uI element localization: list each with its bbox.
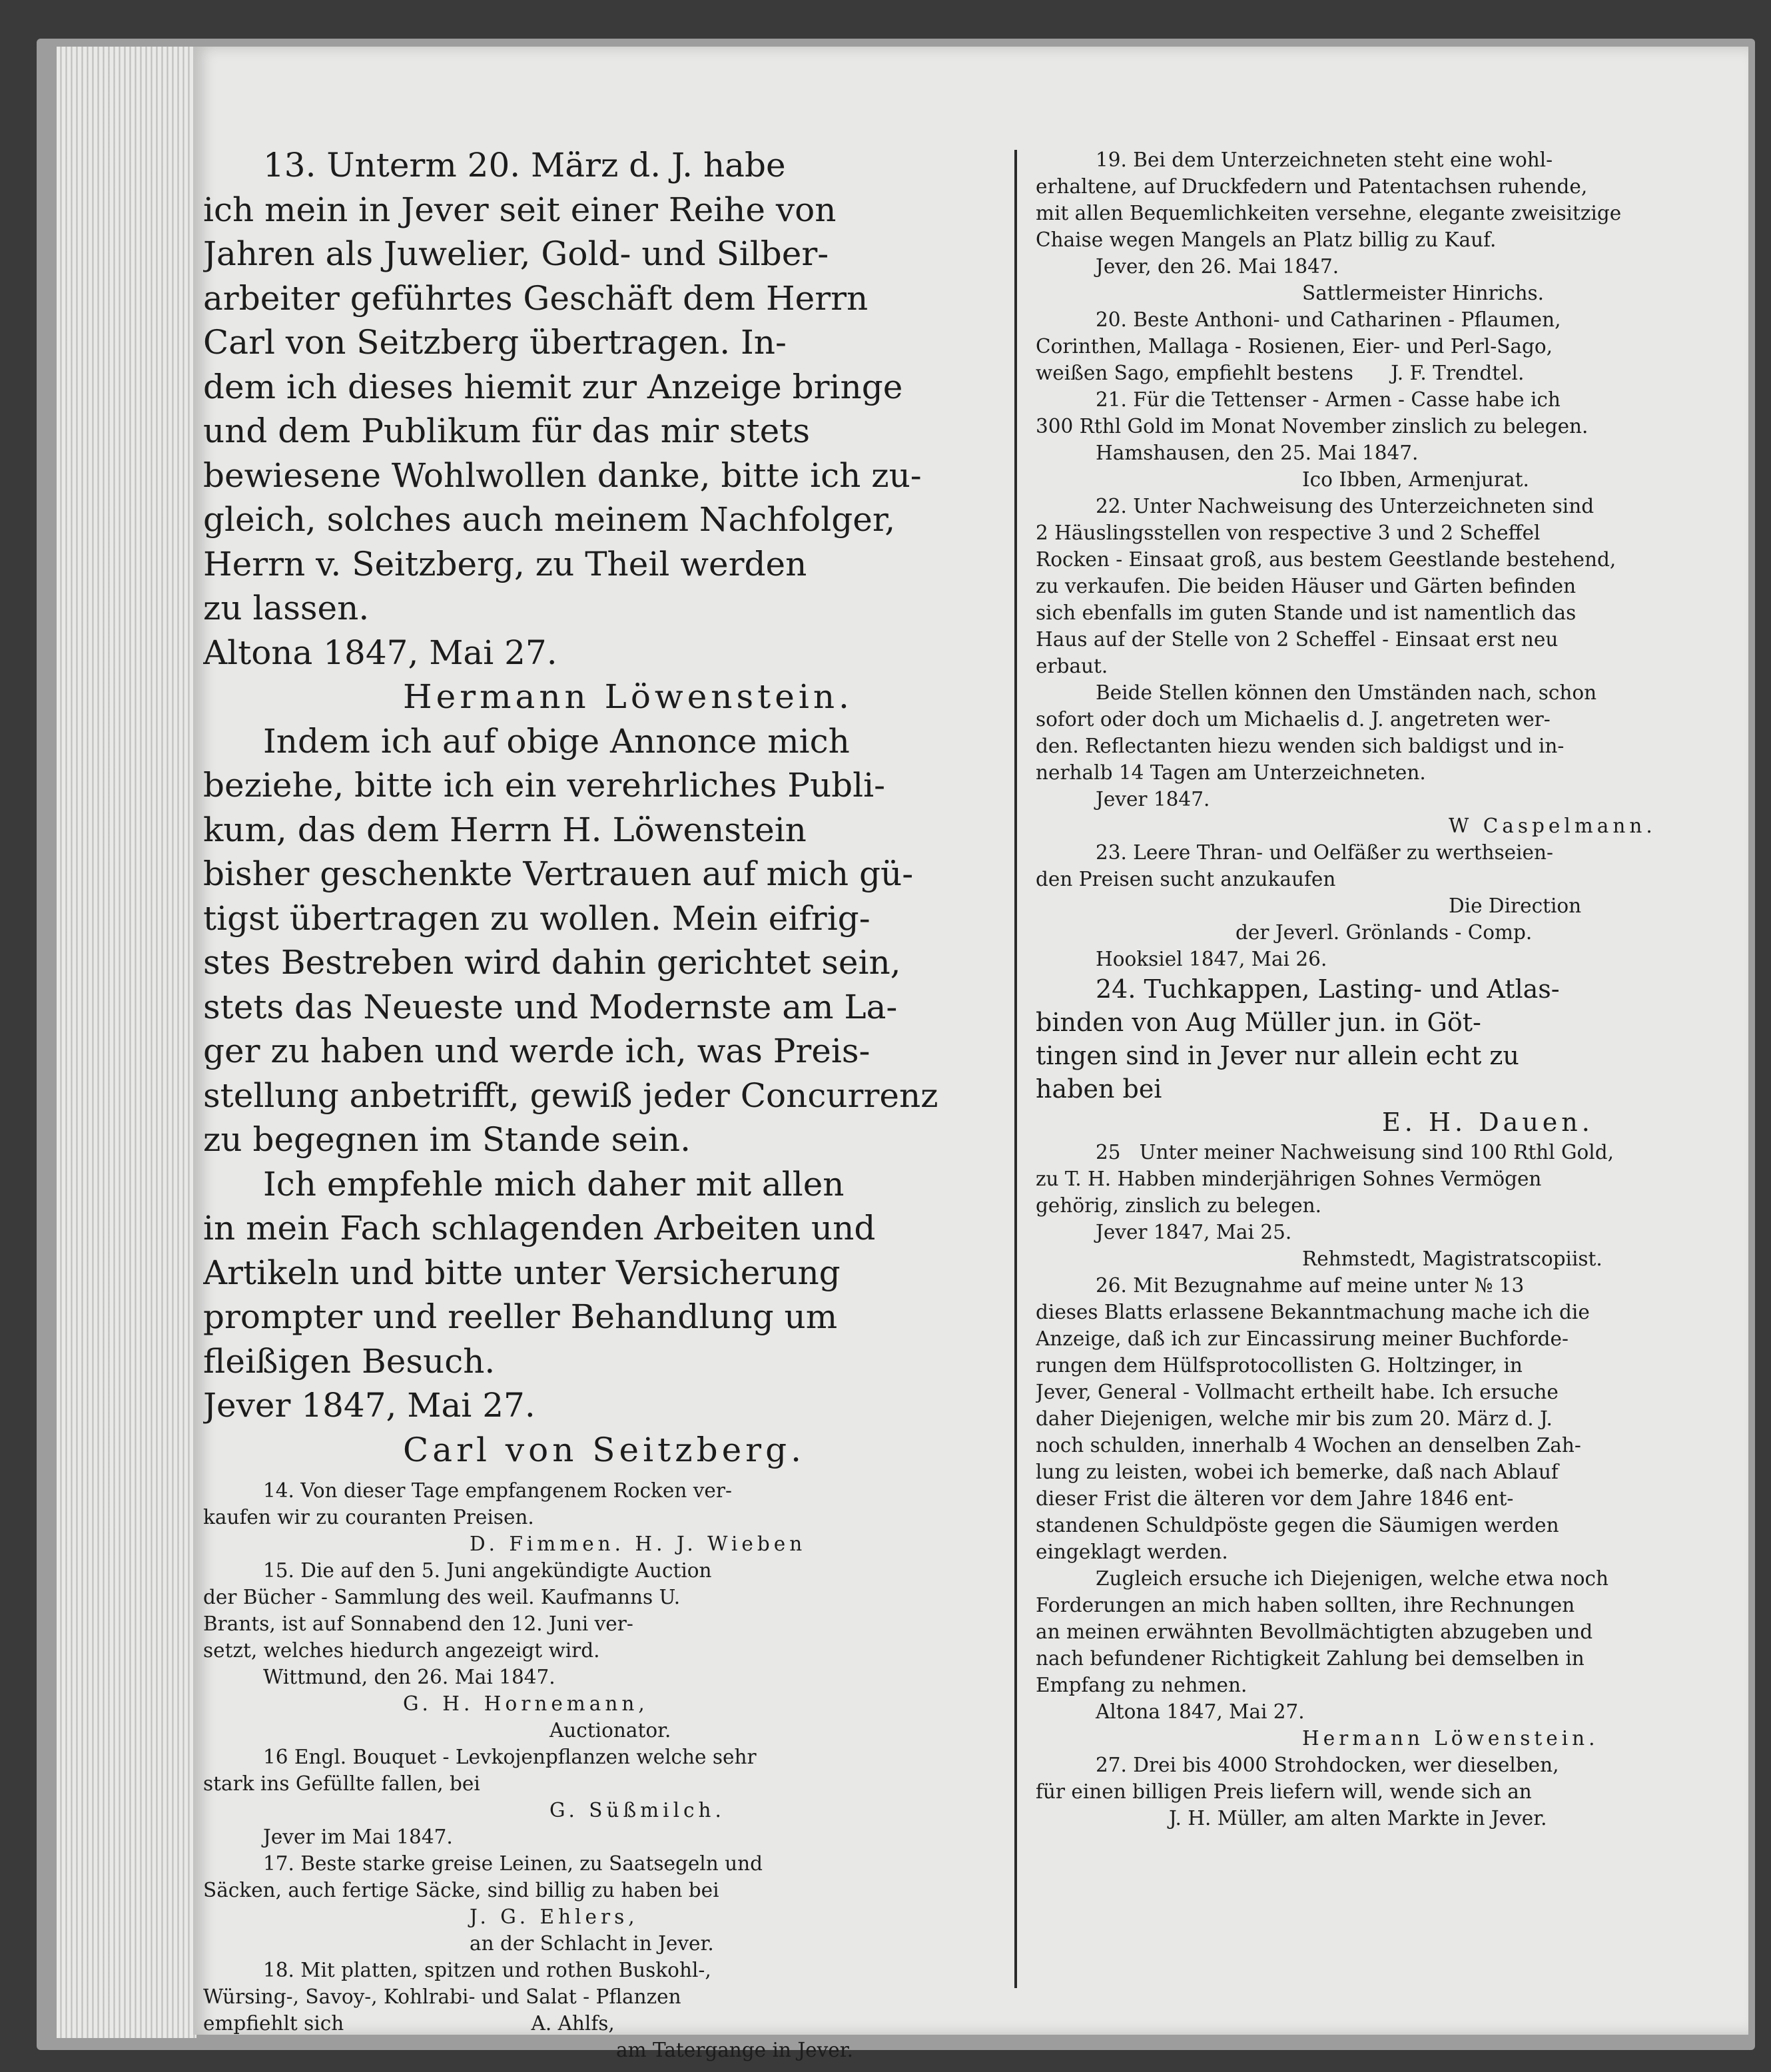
- text-line: setzt, welches hiedurch angezeigt wird.: [203, 1639, 600, 1662]
- text-line: 2 Häuslingsstellen von respective 3 und 2 Scheffel: [1036, 521, 1541, 544]
- text-line: tigst übertragen zu wollen. Mein eifrig-: [203, 898, 871, 938]
- text-line: prompter und reeller Behandlung um: [203, 1297, 838, 1336]
- notice-24: [1036, 972, 1695, 1139]
- notice-22: [1036, 493, 1695, 839]
- signature: der Jeverl. Grönlands - Comp.: [1236, 921, 1533, 944]
- address: am Tatergange in Jever.: [616, 2039, 853, 2061]
- text-line: zu lassen.: [203, 589, 370, 627]
- text-line: ich mein in Jever seit einer Reihe von: [203, 190, 837, 229]
- text-line: und dem Publikum für das mir stets: [203, 412, 811, 450]
- left-column: [203, 143, 999, 2063]
- text-line: ger zu haben und werde ich, was Preis-: [203, 1032, 871, 1070]
- text-line: Herrn v. Seitzberg, zu Theil werden: [203, 544, 807, 583]
- signature: Sattlermeister Hinrichs.: [1302, 282, 1545, 304]
- text-line: 300 Rthl Gold im Monat November zinslich zu belegen.: [1036, 415, 1589, 438]
- signature-title: Auctionator.: [549, 1719, 671, 1742]
- text-line: 21. Für die Tettenser - Armen - Casse habe ich: [1096, 388, 1561, 411]
- text-line: Jever, General - Vollmacht ertheilt habe. Ich ersuche: [1036, 1381, 1559, 1403]
- text-line: eingeklagt werden.: [1036, 1541, 1228, 1563]
- place-date: Jever 1847, Mai 27.: [203, 1386, 535, 1425]
- text-line: Säcken, auch fertige Säcke, sind billig zu haben bei: [203, 1879, 719, 1901]
- place-date: Altona 1847, Mai 27.: [203, 633, 557, 672]
- text-line: kaufen wir zu couranten Preisen.: [203, 1506, 534, 1529]
- text-line: gehörig, zinslich zu belegen.: [1036, 1194, 1322, 1217]
- notice-14: [203, 1477, 999, 1557]
- text-line: haben bei: [1036, 1074, 1162, 1104]
- text-line: stets das Neueste und Modernste am La-: [203, 987, 898, 1026]
- text-line: Indem ich auf obige Annonce mich: [263, 721, 850, 761]
- address: an der Schlacht in Jever.: [470, 1932, 714, 1955]
- text-line: 18. Mit platten, spitzen und rothen Buskohl-,: [263, 1959, 711, 1981]
- text-line: stark ins Gefüllte fallen, bei: [203, 1772, 480, 1795]
- text-line: arbeiter geführtes Geschäft dem Herrn: [203, 278, 869, 318]
- text-line: 20. Beste Anthoni- und Catharinen - Pflaumen,: [1096, 308, 1561, 331]
- text-line: beziehe, bitte ich ein verehrliches Publi-: [203, 766, 886, 805]
- signature: Rehmstedt, Magistratscopiist.: [1302, 1247, 1602, 1270]
- text-line: lung zu leisten, wobei ich bemerke, daß nach Ablauf: [1036, 1461, 1559, 1483]
- text-line: 25 Unter meiner Nachweisung sind 100 Rthl Gold,: [1096, 1141, 1614, 1164]
- text-line: Brants, ist auf Sonnabend den 12. Juni ver-: [203, 1612, 633, 1635]
- signature: W Caspelmann.: [1449, 815, 1656, 837]
- text-line: 23. Leere Thran- und Oelfäßer zu werthseien-: [1096, 841, 1553, 864]
- text-line: dieses Blatts erlassene Bekanntmachung mache ich die: [1036, 1301, 1590, 1323]
- text-line: 19. Bei dem Unterzeichneten steht eine wohl-: [1096, 149, 1553, 171]
- text-line: stes Bestreben wird dahin gerichtet sein,: [203, 943, 901, 982]
- text-line: empfiehlt sich A. Ahlfs,: [203, 2012, 615, 2035]
- notice-23: [1036, 839, 1695, 972]
- signature: Carl von Seitzberg.: [403, 1430, 805, 1469]
- notice-17: [203, 1850, 999, 1957]
- signature: J. G. Ehlers,: [470, 1905, 639, 1928]
- text-line: weißen Sago, empfiehlt bestens J. F. Trendtel.: [1036, 362, 1525, 384]
- text-line: Zugleich ersuche ich Diejenigen, welche etwa noch: [1096, 1567, 1608, 1590]
- text-line: 13. Unterm 20. März d. J. habe: [263, 146, 786, 184]
- signature: Hermann Löwenstein.: [403, 677, 853, 716]
- text-line: zu verkaufen. Die beiden Häuser und Gärten befinden: [1036, 575, 1577, 597]
- text-line: Jahren als Juwelier, Gold- und Silber-: [203, 234, 829, 273]
- text-line: an meinen erwähnten Bevollmächtigten abzugeben und: [1036, 1620, 1593, 1643]
- text-line: rungen dem Hülfsprotocollisten G. Holtzinger, in: [1036, 1354, 1523, 1377]
- signature: D. Fimmen. H. J. Wieben: [470, 1533, 807, 1555]
- text-line: Würsing-, Savoy-, Kohlrabi- und Salat - Pflanzen: [203, 1985, 681, 2008]
- notice-15: [203, 1557, 999, 1744]
- text-line: bisher geschenkte Vertrauen auf mich gü-: [203, 855, 914, 893]
- notice-20: [1036, 306, 1695, 386]
- text-line: Corinthen, Mallaga - Rosienen, Eier- und Perl-Sago,: [1036, 335, 1553, 358]
- text-line: der Bücher - Sammlung des weil. Kaufmanns U.: [203, 1586, 681, 1608]
- place-date: Jever 1847, Mai 25.: [1096, 1221, 1292, 1243]
- text-line: 27. Drei bis 4000 Strohdocken, wer dieselben,: [1096, 1754, 1559, 1776]
- text-line: noch schulden, innerhalb 4 Wochen an denselben Zah-: [1036, 1434, 1581, 1457]
- place-date: Altona 1847, Mai 27.: [1096, 1700, 1305, 1723]
- page-edges: [57, 47, 196, 2038]
- text-line: fleißigen Besuch.: [203, 1341, 496, 1381]
- text-line: binden von Aug Müller jun. in Göt-: [1036, 1008, 1481, 1037]
- text-line: Artikeln und bitte unter Versicherung: [203, 1253, 841, 1292]
- text-line: bewiesene Wohlwollen danke, bitte ich zu-: [203, 456, 922, 495]
- text-line: Beide Stellen können den Umständen nach, schon: [1096, 681, 1597, 704]
- place-date: Hamshausen, den 25. Mai 1847.: [1096, 442, 1419, 464]
- text-line: stellung anbetrifft, gewiß jeder Concurrenz: [203, 1076, 938, 1115]
- text-line: nerhalb 14 Tagen am Unterzeichneten.: [1036, 761, 1426, 784]
- text-line: standenen Schuldpöste gegen die Säumigen werden: [1036, 1514, 1559, 1537]
- text-line: 24. Tuchkappen, Lasting- und Atlas-: [1096, 974, 1560, 1004]
- text-line: 17. Beste starke greise Leinen, zu Saatsegeln und: [263, 1852, 763, 1875]
- notice-16: [203, 1744, 999, 1850]
- text-line: mit allen Bequemlichkeiten versehne, elegante zweisitzige: [1036, 202, 1622, 224]
- text-line: erbaut.: [1036, 655, 1108, 677]
- column-divider: [1014, 150, 1017, 1988]
- text-line: erhaltene, auf Druckfedern und Patentachsen ruhende,: [1036, 175, 1588, 198]
- notice-19: [1036, 147, 1695, 306]
- text-line: daher Diejenigen, welche mir bis zum 20. März d. J.: [1036, 1407, 1553, 1430]
- place-date: Hooksiel 1847, Mai 26.: [1096, 948, 1327, 970]
- signature: J. H. Müller, am alten Markte in Jever.: [1169, 1807, 1547, 1830]
- notice-27: [1036, 1752, 1695, 1832]
- place-date: Jever 1847.: [1096, 788, 1210, 811]
- place-date: Jever im Mai 1847.: [263, 1826, 453, 1848]
- notice-13: [203, 143, 999, 1472]
- text-line: 15. Die auf den 5. Juni angekündigte Auction: [263, 1559, 712, 1582]
- text-line: Chaise wegen Mangels an Platz billig zu Kauf.: [1036, 228, 1497, 251]
- signature: Ico Ibben, Armenjurat.: [1302, 468, 1529, 491]
- text-line: tingen sind in Jever nur allein echt zu: [1036, 1041, 1519, 1070]
- text-line: kum, das dem Herrn H. Löwenstein: [203, 810, 807, 849]
- text-line: sofort oder doch um Michaelis d. J. angetreten wer-: [1036, 708, 1551, 731]
- text-line: Ich empfehle mich daher mit allen: [263, 1164, 845, 1204]
- text-line: sich ebenfalls im guten Stande und ist namentlich das: [1036, 601, 1577, 624]
- text-line: Haus auf der Stelle von 2 Scheffel - Einsaat erst neu: [1036, 628, 1559, 651]
- place-date: Wittmund, den 26. Mai 1847.: [263, 1666, 555, 1688]
- text-line: nach befundener Richtigkeit Zahlung bei demselben in: [1036, 1647, 1585, 1670]
- signature: G. H. Hornemann,: [403, 1692, 649, 1715]
- notice-26: [1036, 1272, 1695, 1752]
- signature: Die Direction: [1449, 894, 1582, 917]
- text-line: Anzeige, daß ich zur Eincassirung meiner Buchforde-: [1036, 1327, 1569, 1350]
- place-date: Jever, den 26. Mai 1847.: [1096, 255, 1339, 278]
- text-line: 26. Mit Bezugnahme auf meine unter № 13: [1096, 1274, 1525, 1297]
- signature: E. H. Dauen.: [1382, 1108, 1594, 1137]
- text-line: in mein Fach schlagenden Arbeiten und: [203, 1209, 876, 1247]
- text-line: für einen billigen Preis liefern will, wende sich an: [1036, 1780, 1532, 1803]
- text-line: Empfang zu nehmen.: [1036, 1674, 1247, 1696]
- text-line: den. Reflectanten hiezu wenden sich baldigst und in-: [1036, 735, 1565, 757]
- notice-25: [1036, 1139, 1695, 1272]
- text-line: 22. Unter Nachweisung des Unterzeichneten sind: [1096, 495, 1594, 518]
- right-column: [1036, 147, 1695, 1832]
- notice-21: [1036, 386, 1695, 493]
- text-line: dem ich dieses hiemit zur Anzeige bringe: [203, 367, 903, 406]
- text-line: gleich, solches auch meinem Nachfolger,: [203, 500, 896, 539]
- text-line: Carl von Seitzberg übertragen. In-: [203, 323, 787, 362]
- notice-18: [203, 1957, 999, 2063]
- signature: Hermann Löwenstein.: [1302, 1727, 1599, 1750]
- text-line: zu T. H. Habben minderjährigen Sohnes Vermögen: [1036, 1168, 1542, 1190]
- text-line: Forderungen an mich haben sollten, ihre Rechnungen: [1036, 1594, 1575, 1616]
- text-line: dieser Frist die älteren vor dem Jahre 1846 ent-: [1036, 1487, 1514, 1510]
- text-line: 14. Von dieser Tage empfangenem Rocken ver-: [263, 1479, 732, 1502]
- text-line: den Preisen sucht anzukaufen: [1036, 868, 1336, 890]
- text-line: 16 Engl. Bouquet - Levkojenpflanzen welche sehr: [263, 1746, 757, 1768]
- text-line: Rocken - Einsaat groß, aus bestem Geestlande bestehend,: [1036, 548, 1616, 571]
- text-line: zu begegnen im Stande sein.: [203, 1120, 691, 1159]
- signature: G. Süßmilch.: [549, 1799, 725, 1822]
